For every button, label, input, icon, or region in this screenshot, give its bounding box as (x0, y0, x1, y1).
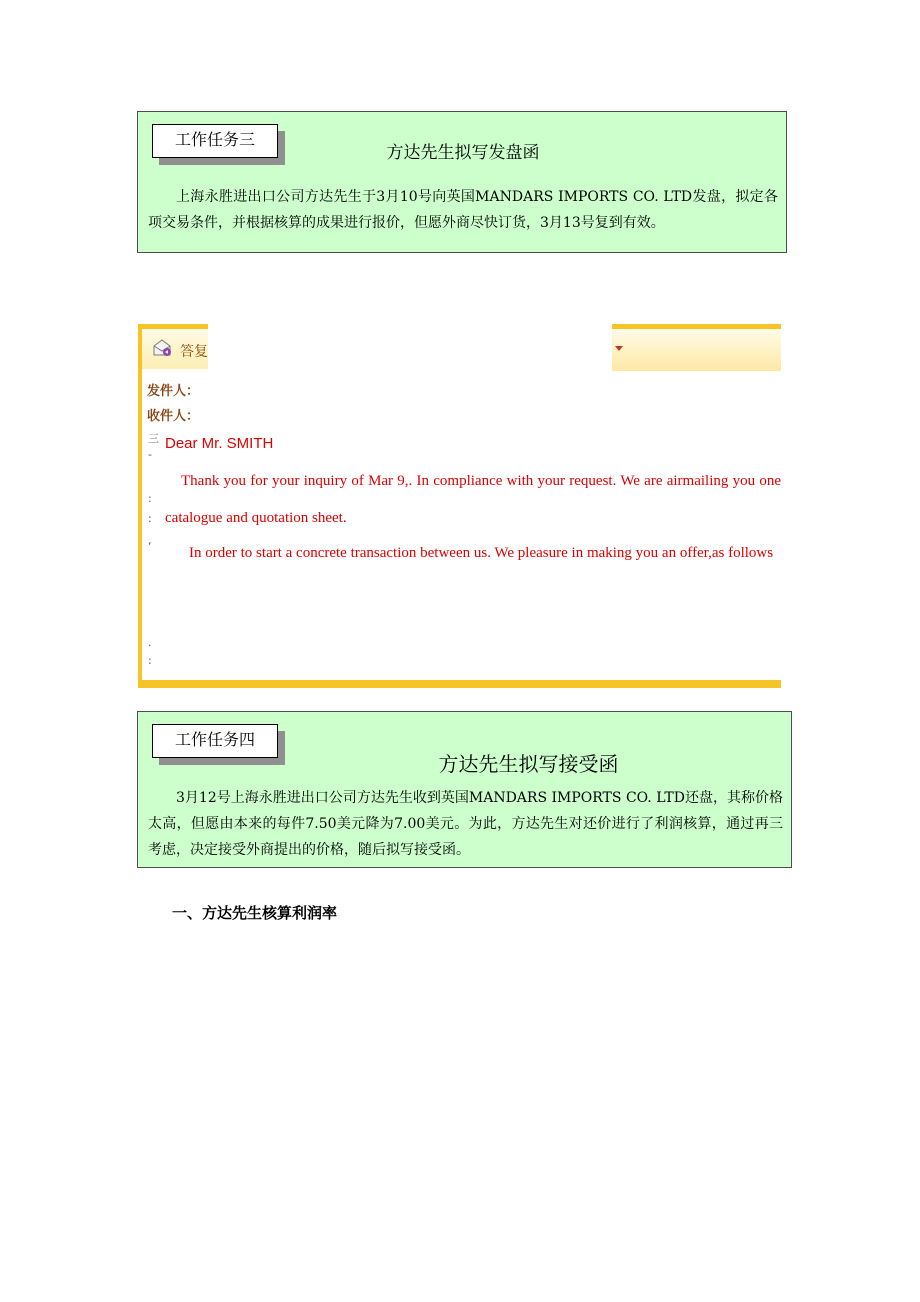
email-paragraph-1: Thank you for your inquiry of Mar 9,. In compliance with your request. We are airmailing you one catalogue and quotation sheet. (165, 473, 781, 526)
task4-label: 工作任务四 (152, 724, 278, 758)
email-paragraph-2: In order to start a concrete transaction between us. We pleasure in making you an offer,as follows (189, 545, 774, 561)
email-window (138, 324, 781, 688)
section-heading: 一、方达先生核算利润率 (172, 904, 338, 922)
reply-button[interactable]: 答复 (180, 344, 208, 360)
margin-mark: 三 (148, 432, 159, 445)
task3-title: 方达先生拟写发盘函 (386, 143, 540, 163)
margin-mark: : (148, 492, 152, 505)
reply-envelope-icon[interactable] (152, 338, 174, 362)
margin-mark: ‘ (148, 540, 152, 553)
task4-box (137, 711, 792, 868)
email-greeting: Dear Mr. SMITH (165, 435, 274, 452)
task3-box (137, 111, 787, 253)
task4-title: 方达先生拟写接受函 (438, 752, 619, 776)
task4-body: 3月12号上海永胜进出口公司方达先生收到英国MANDARS IMPORTS CO. LTD还盘，其称价格太高，但愿由本来的每件7.50美元降为7.00美元。为此，方达先生对还价进行了利润核算，通过再三考虑，决定接受外商提出的价格，随后拟写接受函。 (148, 790, 783, 858)
task3-body: 上海永胜进出口公司方达先生于3月10号向英国MANDARS IMPORTS CO. LTD发盘，拟定各项交易条件，并根据核算的成果进行报价，但愿外商尽快订货，3月13号复到有效。 (148, 189, 778, 231)
email-bottom-border (138, 680, 781, 688)
margin-mark: : (148, 512, 152, 525)
sender-label: 发件人： (147, 384, 200, 399)
email-left-border (138, 324, 142, 688)
margin-mark: : (148, 654, 152, 667)
task3-label: 工作任务三 (152, 124, 278, 158)
margin-mark: - (148, 448, 152, 461)
recipient-label: 收件人： (147, 409, 200, 424)
margin-mark: . (148, 636, 152, 649)
chevron-down-icon[interactable] (615, 346, 623, 351)
email-toolbar-right (612, 329, 781, 371)
